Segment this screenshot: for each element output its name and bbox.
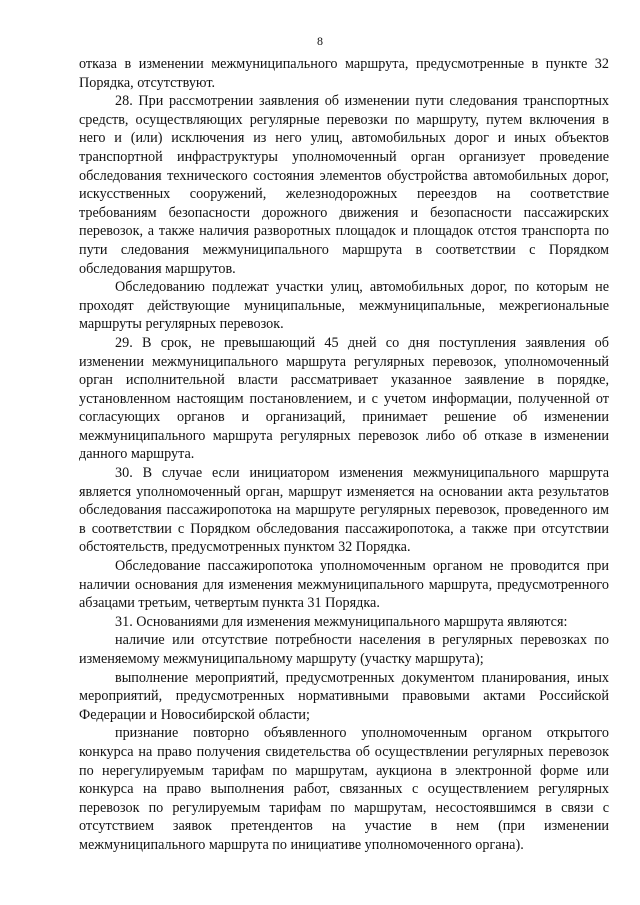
paragraph: 30. В случае если инициатором изменения межмуниципального маршрута является уполномоченный орган, маршрут изменяется на основании акта результатов обследования пассажиропотока на маршруте регулярных перевозок, проведенного им в соответствии с Порядком обследования пассажиропотока, а также при отсутствии обстоятельств, предусмотренных пунктом 32 Порядка. (79, 465, 609, 556)
document-body (79, 55, 609, 855)
paragraph: Обследование пассажиропотока уполномоченным органом не проводится при наличии основания для изменения межмуниципального маршрута, предусмотренного абзацами третьим, четвертым пункта 31 Порядка. (79, 558, 609, 612)
paragraph: признание повторно объявленного уполномоченным органом открытого конкурса на право получения свидетельства об осуществлении регулярных перевозок по нерегулируемым тарифам по маршрутам, аукциона в электронной форме или конкурса на право выполнения работ, связанных с осуществлением регулярных перевозок по регулируемым тарифам по маршрутам, несостоявшимся в связи с отсутствием заявок претендентов на участие в нем (при изменении межмуниципального маршрута по инициативе уполномоченного органа). (79, 725, 609, 853)
paragraph: наличие или отсутствие потребности населения в регулярных перевозках по изменяемому межмуниципальному маршруту (участку маршрута); (79, 632, 609, 667)
page-number: 8 (317, 34, 323, 48)
paragraph: 28. При рассмотрении заявления об изменении пути следования транспортных средств, осуществляющих регулярные перевозки по маршруту, путем включения в него и (или) исключения из него улиц, автомобильных дорог и иных объектов транспортной инфраструктуры уполномоченный орган организует проведение обследования технического состояния элементов обустройства автомобильных дорог, искусственных сооружений, железнодорожных переездов на соответствие требованиям безопасности дорожного движения и безопасности пассажирских перевозок, а также наличия разворотных площадок и площадок отстоя транспорта по пути следования межмуниципального маршрута в соответствии с Порядком обследования маршрутов. (79, 93, 609, 277)
paragraph: 29. В срок, не превышающий 45 дней со дня поступления заявления об изменении межмуниципального маршрута регулярных перевозок, уполномоченный орган исполнительной власти рассматривает указанное заявление в порядке, установленном настоящим постановлением, и с учетом информации, полученной от согласующих органов и организаций, принимает решение об изменении межмуниципального маршрута регулярных перевозок либо об отказе в изменении данного маршрута. (79, 334, 609, 463)
paragraph: отказа в изменении межмуниципального маршрута, предусмотренные в пункте 32 Порядка, отсутствуют. (79, 56, 609, 91)
paragraph: выполнение мероприятий, предусмотренных документом планирования, иных мероприятий, предусмотренных нормативными правовыми актами Российской Федерации и Новосибирской области; (79, 669, 609, 723)
paragraph: 31. Основаниями для изменения межмуниципального маршрута являются: (115, 613, 568, 630)
paragraph: Обследованию подлежат участки улиц, автомобильных дорог, по которым не проходят действующие муниципальные, межмуниципальные, межрегиональные маршруты регулярных перевозок. (79, 279, 609, 333)
